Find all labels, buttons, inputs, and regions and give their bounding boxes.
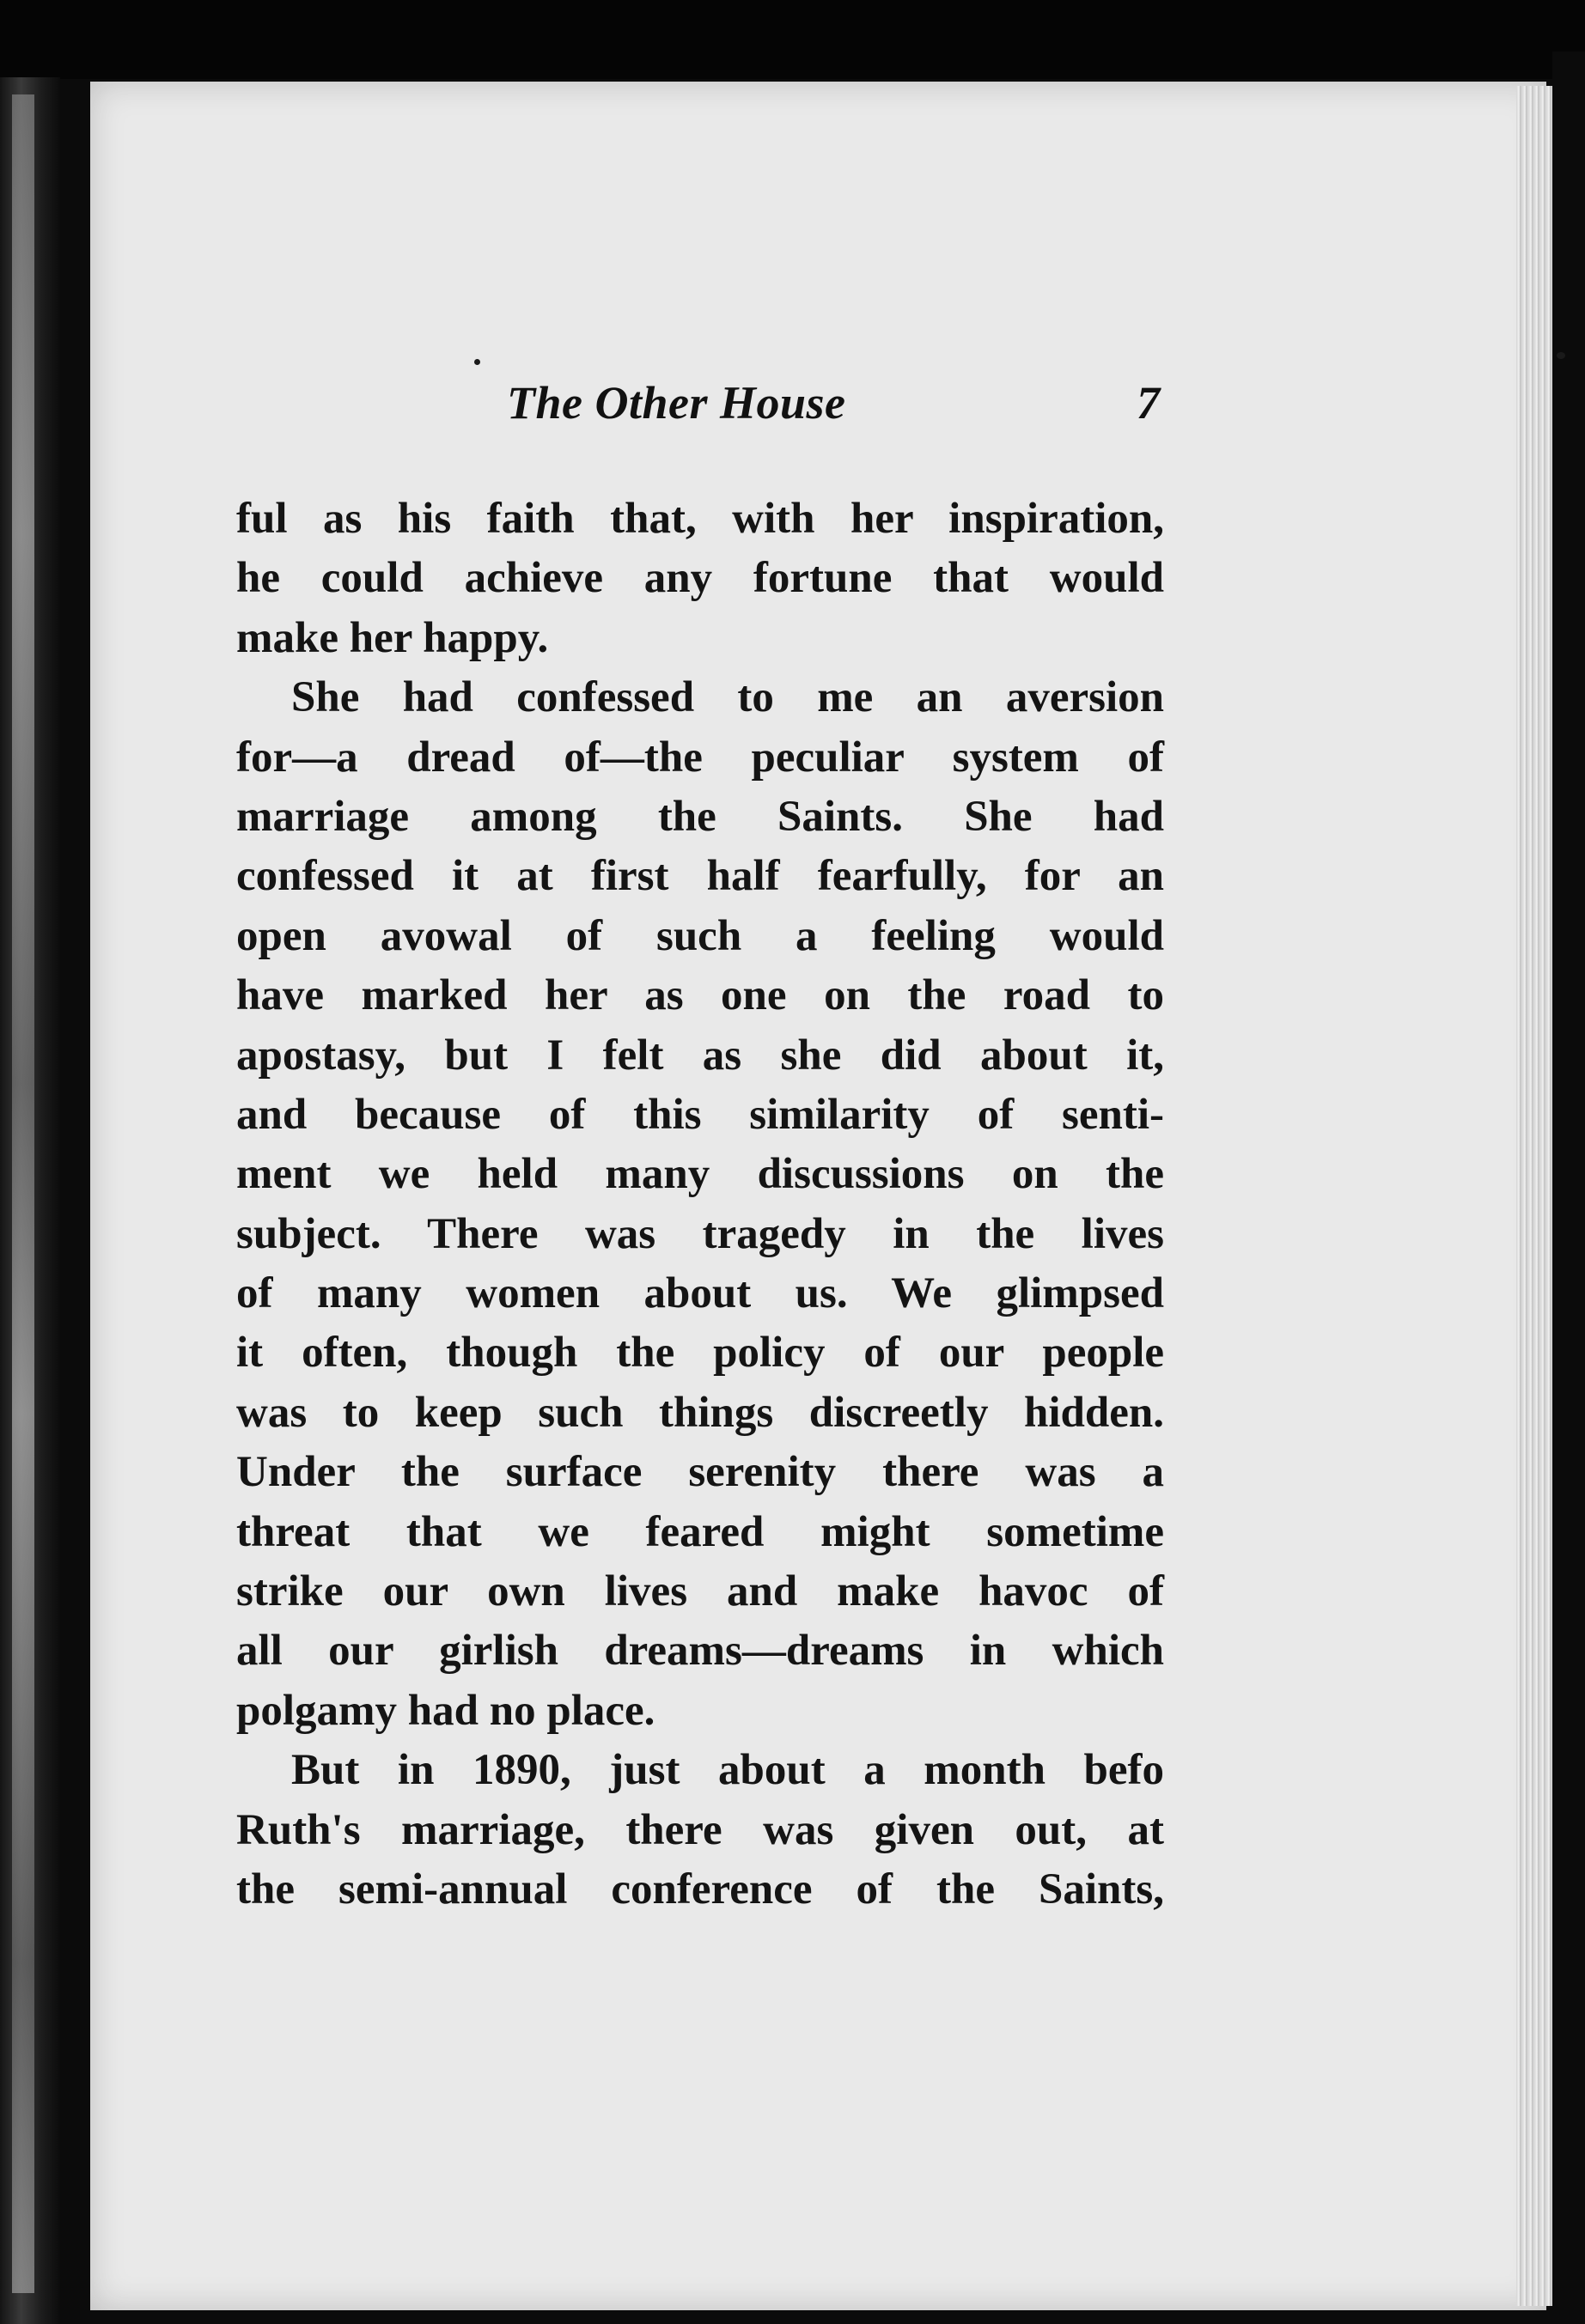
text-line: subject. There was tragedy in the lives	[236, 1209, 1164, 1258]
text-line: for—a dread of—the peculiar system of	[236, 733, 1164, 782]
text-line: was to keep such things discreetly hidden.	[236, 1388, 1164, 1437]
text-line: apostasy, but I felt as she did about it,	[236, 1031, 1164, 1080]
running-title: The Other House	[507, 377, 846, 429]
text-line: the semi-annual conference of the Saints,	[236, 1865, 1164, 1913]
dust-speck	[474, 359, 480, 365]
text-line: But in 1890, just about a month befo	[291, 1746, 1164, 1795]
text-line: ment we held many discussions on the	[236, 1150, 1164, 1199]
text-line: She had confessed to me an aversion	[291, 673, 1164, 722]
page-number: 7	[1137, 377, 1160, 429]
text-line: strike our own lives and make havoc of	[236, 1567, 1164, 1616]
dust-speck	[1557, 352, 1565, 359]
text-line: and because of this similarity of senti-	[236, 1090, 1164, 1139]
body-text	[236, 490, 1164, 1919]
text-line: Ruth's marriage, there was given out, at	[236, 1805, 1164, 1854]
text-line: he could achieve any fortune that would	[236, 554, 1164, 603]
text-line: threat that we feared might sometime	[236, 1507, 1164, 1556]
page-header	[507, 376, 1160, 445]
text-line: make her happy.	[236, 613, 549, 662]
top-shadow	[0, 0, 1585, 79]
page-edge	[1516, 86, 1552, 2306]
text-line: all our girlish dreams—dreams in which	[236, 1627, 1164, 1676]
text-line: marriage among the Saints. She had	[236, 792, 1164, 841]
text-line: it often, though the policy of our people	[236, 1329, 1164, 1378]
text-line: of many women about us. We glimpsed	[236, 1269, 1164, 1318]
binding-highlight	[12, 94, 34, 2293]
text-line: Under the surface serenity there was a	[236, 1448, 1164, 1497]
text-line: have marked her as one on the road to	[236, 971, 1164, 1020]
text-line: polgamy had no place.	[236, 1686, 655, 1735]
text-line: confessed it at first half fearfully, for an	[236, 852, 1164, 901]
right-margin-shadow	[1552, 52, 1585, 2324]
text-line: open avowal of such a feeling would	[236, 911, 1164, 960]
text-line: ful as his faith that, with her inspiration,	[236, 495, 1164, 543]
